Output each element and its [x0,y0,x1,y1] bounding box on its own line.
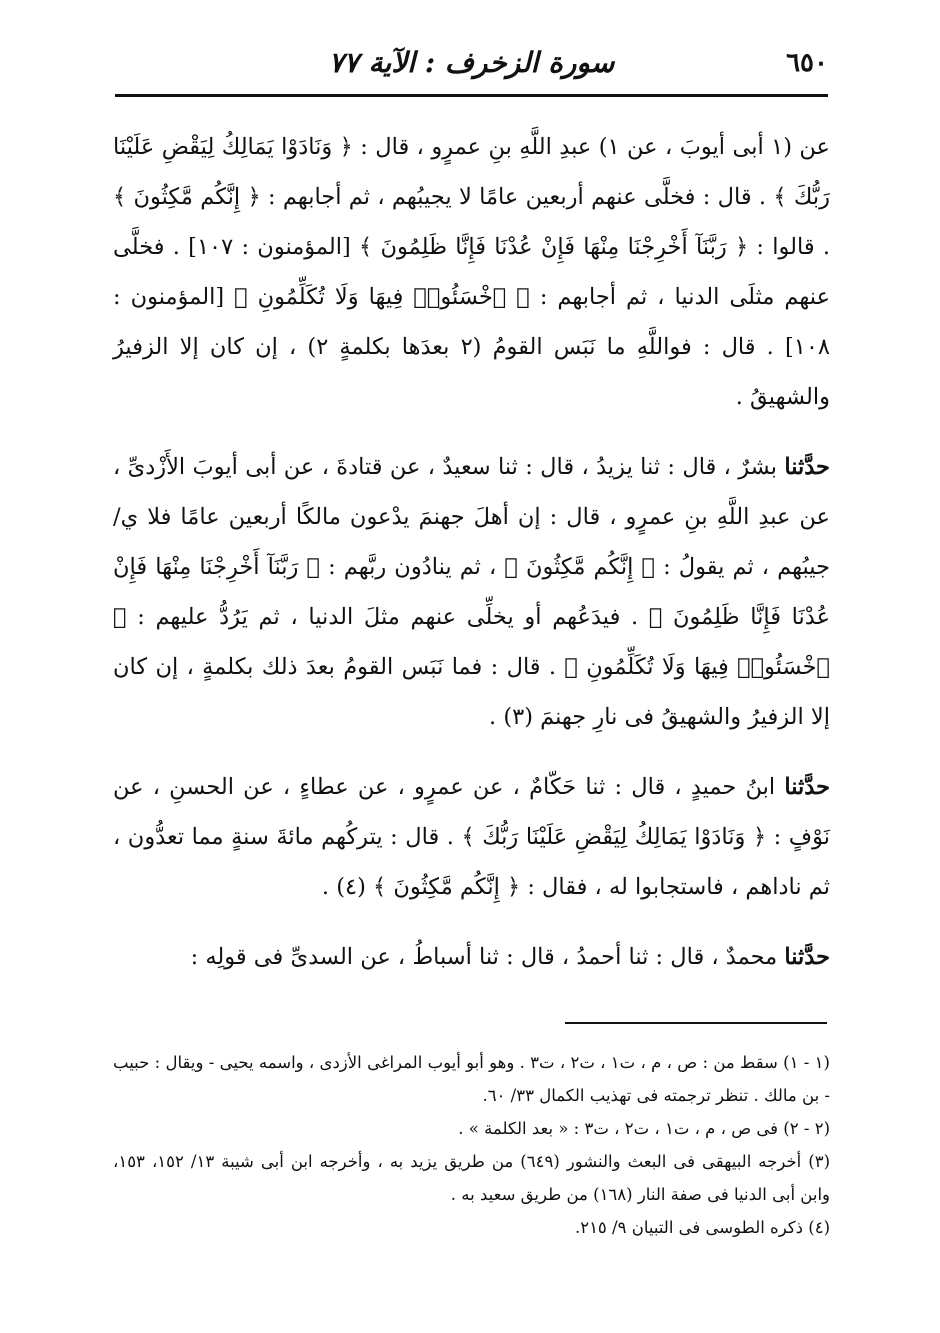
paragraph-3 [113,762,830,912]
paragraph-text: ابنُ حميدٍ ، قال : ثنا حَكّامٌ ، عن عمرٍو ، عن عطاءٍ ، عن الحسنِ ، عن نَوْفٍ : ﴿ وَنَادَوْا يَمَالِكُ لِيَقْضِ عَلَيْنَا رَبُّكَ ﴾ . قال : يتركُهم مائةَ سنةٍ مما تعدُّون ، ثم ناداهم ، فاستجابوا له ، فقال : ﴿ إِنَّكُم مَّكِثُونَ ﴾ (٤) . [113,774,830,900]
footnote-rule [565,1022,827,1024]
footnote-4: (٤) ذكره الطوسى فى التبيان ٩/ ٢١٥. [574,1218,830,1237]
running-title: سورة الزخرف : الآية ٧٧ [328,46,615,79]
paragraph-lead: حدَّثنا [784,454,830,480]
page-header [115,40,828,88]
paragraph-text: محمدٌ ، قال : ثنا أحمدُ ، قال : ثنا أسباطُ ، عن السدىِّ فى قولِه : [190,944,778,970]
main-text [113,122,830,1002]
footnote-3: (٣) أخرجه البيهقى فى البعث والنشور (٦٤٩) من طريق يزيد به ، وأخرجه ابن أبى شيبة ١٣/ ١٥٢، ١٥٣، وابن أبى الدنيا فى صفة النار (١٦٨) من طريق سعيد به . [113,1152,831,1204]
footnotes [113,1046,830,1244]
page-number: ٦٥٠ [786,48,828,78]
paragraph-4 [113,932,830,982]
footnote-2: (٢ - ٢) فى ص ، م ، ت١ ، ت٢ ، ت٣ : « بعد الكلمة » . [458,1119,830,1138]
paragraph-text: عن (١ أبى أيوبَ ، عن ١) عبدِ اللَّهِ بنِ عمرٍو ، قال : ﴿ وَنَادَوْا يَمَالِكُ لِيَقْضِ عَلَيْنَا رَبُّكَ ﴾ . قال : فخلَّى عنهم أربعين عامًا لا يجيبُهم ، ثم أجابهم : ﴿ إِنَّكُم مَّكِثُونَ ﴾ . قالوا : ﴿ رَبَّنَآ أَخْرِجْنَا مِنْهَا فَإِنْ عُدْنَا فَإِنَّا ظَلِمُونَ ﴾ [المؤمنون : ١٠٧] . فخلَّى عنهم مثلَى الدنيا ، ثم أجابهم : ﴿ ٱخْسَئُوا۟ فِيهَا وَلَا تُكَلِّمُونِ ﴾ [المؤمنون : ١٠٨] . قال : فواللَّهِ ما نَبَس القومُ (٢ بعدَها بكلمةٍ ٢) ، إن كان إلا الزفيرُ والشهيقُ . [113,134,831,410]
paragraph-1 [113,122,830,422]
paragraph-text: بشرٌ ، قال : ثنا يزيدُ ، قال : ثنا سعيدٌ ، عن قتادةَ ، عن أبى أيوبَ الأَزْدىِّ ، عن عبدِ اللَّهِ بنِ عمرٍو ، قال : إن أهلَ جهنمَ يدْعون مالكًا أربعين عامًا فلا ي/جيبُهم ، ثم يقولُ : ﴿ إِنَّكُم مَّكِثُونَ ﴾ ، ثم ينادُون ربَّهم : ﴿ رَبَّنَآ أَخْرِجْنَا مِنْهَا فَإِنْ عُدْنَا فَإِنَّا ظَلِمُونَ ﴾ . فيدَعُهم أو يخلِّى عنهم مثلَ الدنيا ، ثم يَرُدُّ عليهم : ﴿ ٱخْسَئُوا۟ فِيهَا وَلَا تُكَلِّمُونِ ﴾ . قال : فما نَبَس القومُ بعدَ ذلك بكلمةٍ ، إن كان إلا الزفيرُ والشهيقُ فى نارِ جهنمَ (٣) . [113,454,830,730]
paragraph-2 [113,442,830,742]
paragraph-lead: حدَّثنا [784,774,830,800]
paragraph-lead: حدَّثنا [784,944,830,970]
footnote-1: (١ - ١) سقط من : ص ، م ، ت١ ، ت٢ ، ت٣ . وهو أبو أيوب المراغى الأزدى ، واسمه يحيى - ويقال : حبيب - بن مالك . تنظر ترجمته فى تهذيب الكمال ٣٣/ ٦٠. [113,1053,830,1105]
header-rule [115,94,828,97]
